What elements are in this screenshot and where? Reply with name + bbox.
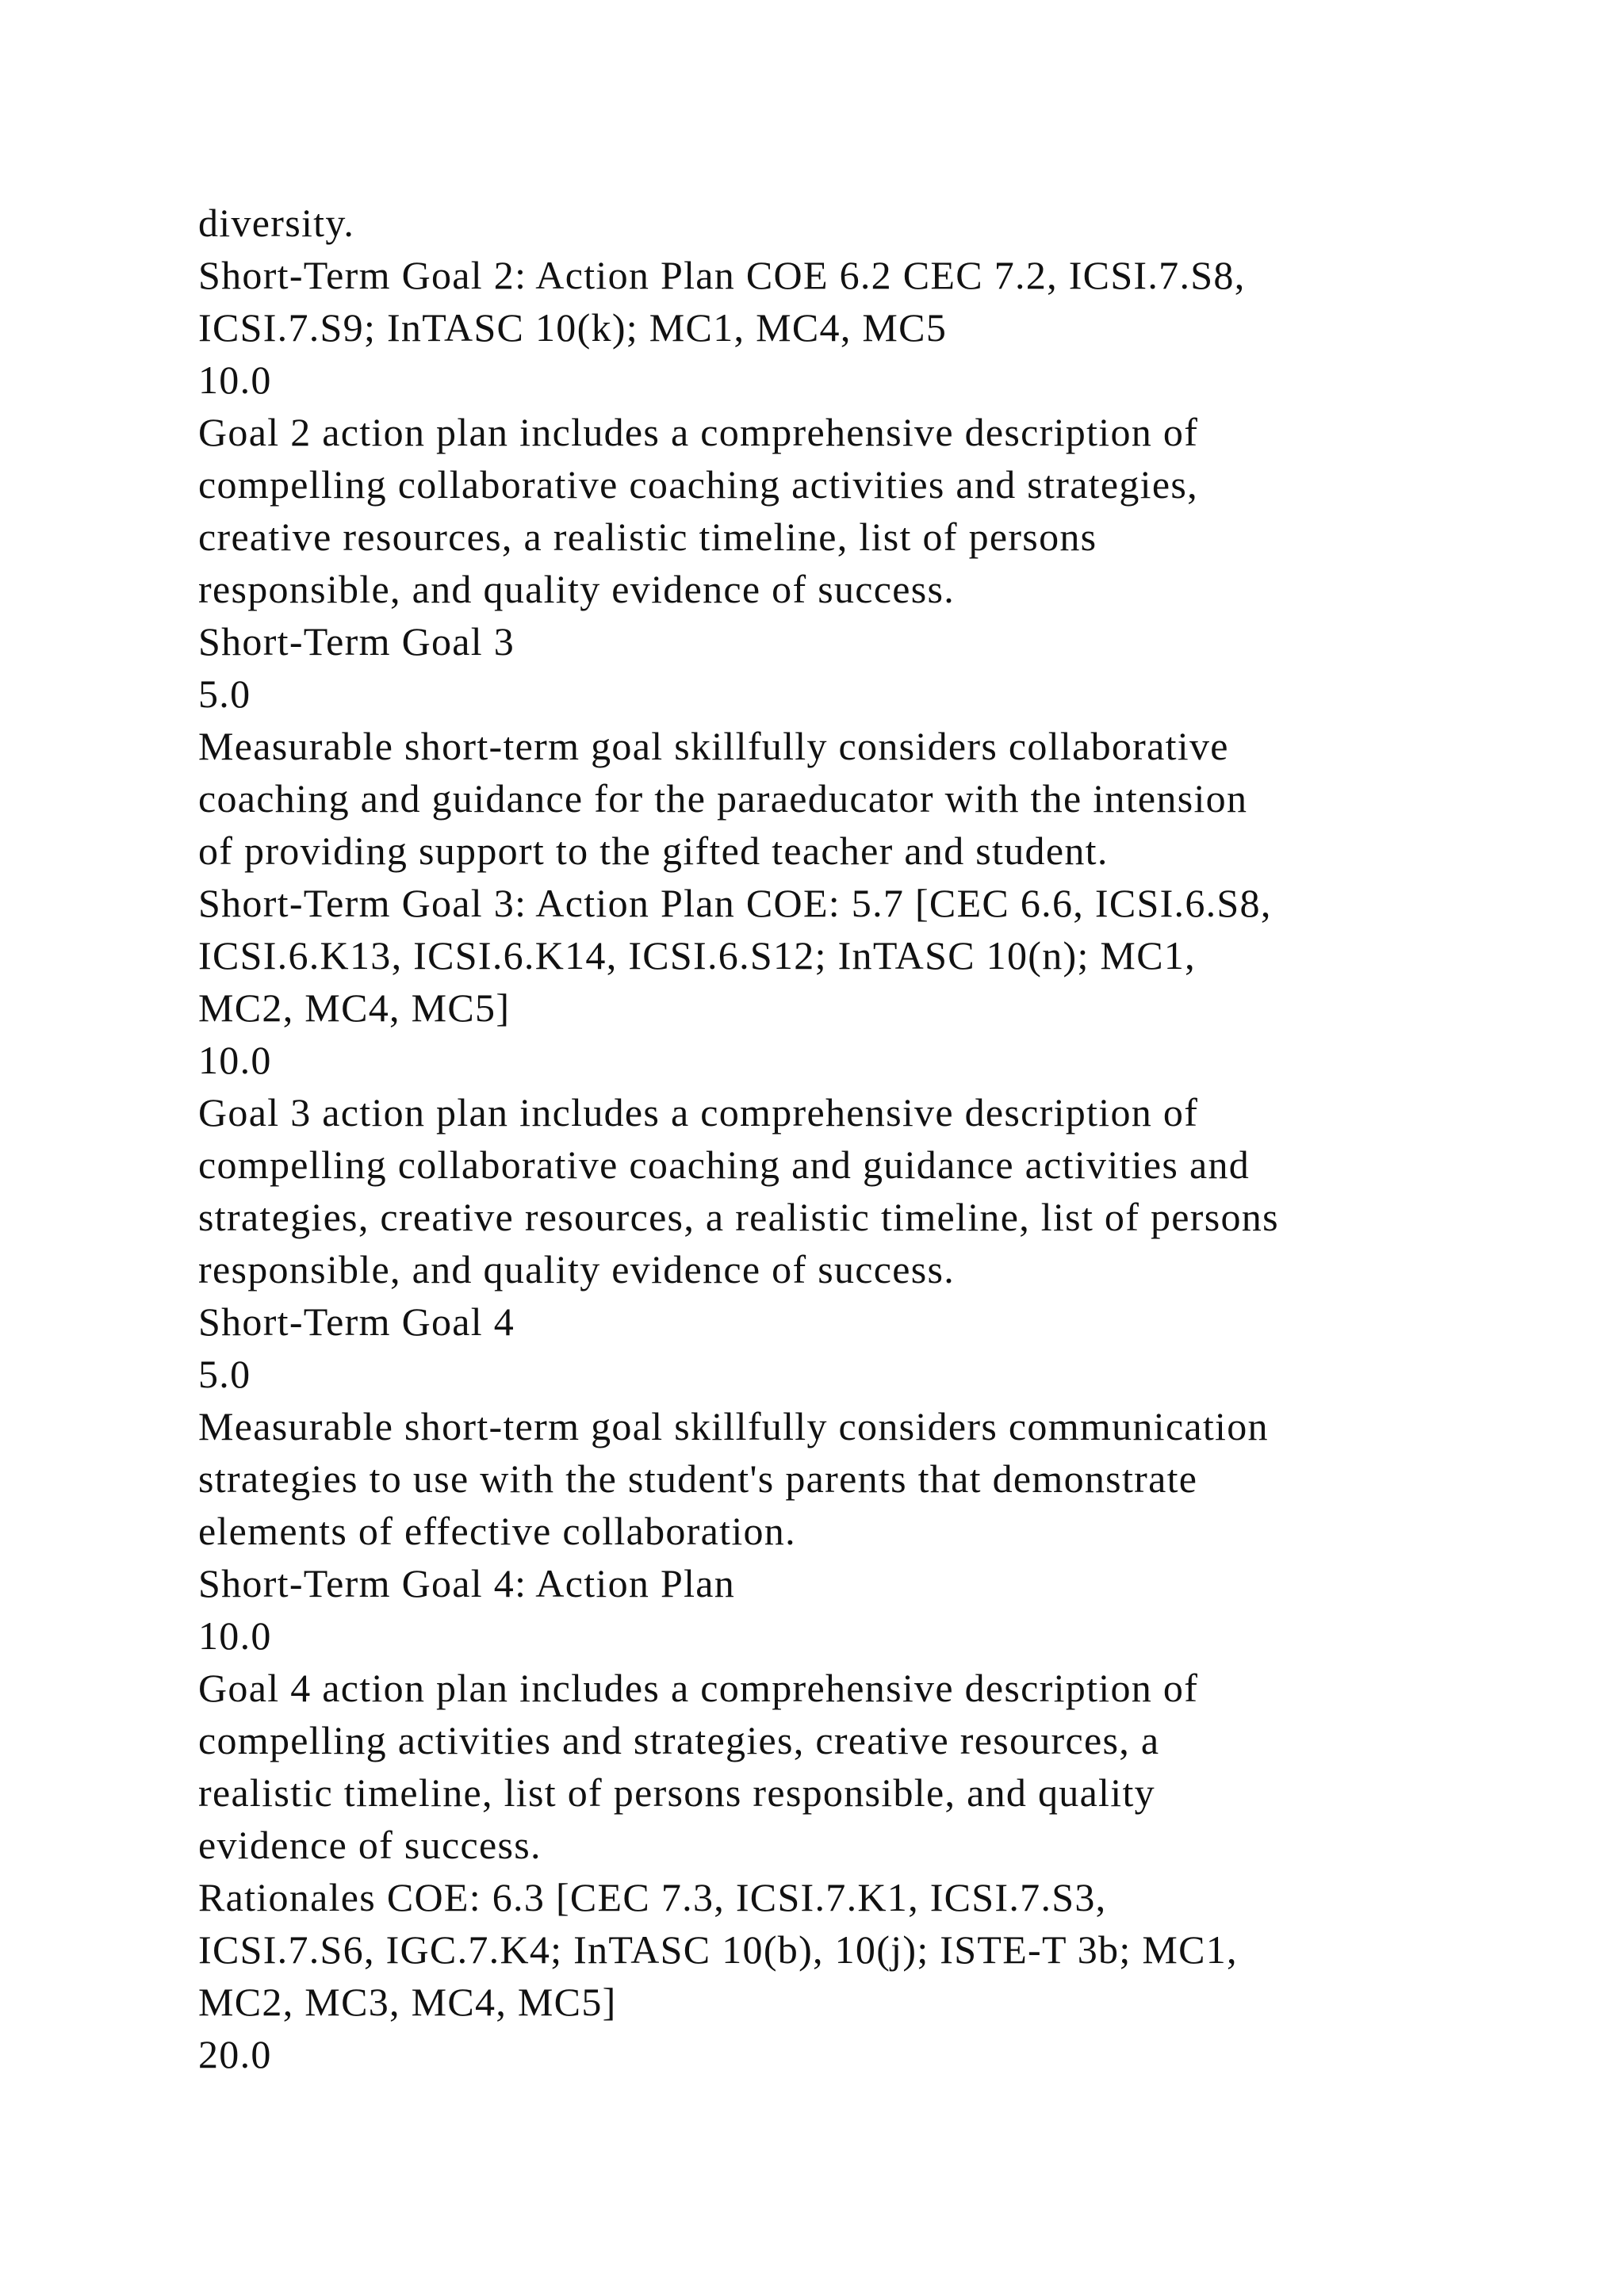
text-line: coaching and guidance for the paraeducator with the intension bbox=[198, 776, 1248, 821]
text-line: 20.0 bbox=[198, 2032, 272, 2076]
text-line: Measurable short-term goal skillfully considers communication bbox=[198, 1404, 1269, 1448]
text-line: Goal 3 action plan includes a comprehensive description of bbox=[198, 1090, 1199, 1135]
text-line: creative resources, a realistic timeline, list of persons bbox=[198, 515, 1097, 559]
text-line: Measurable short-term goal skillfully considers collaborative bbox=[198, 724, 1229, 768]
text-line: realistic timeline, list of persons responsible, and quality bbox=[198, 1770, 1155, 1815]
text-line: compelling collaborative coaching and guidance activities and bbox=[198, 1142, 1251, 1187]
text-line: Goal 4 action plan includes a comprehensive description of bbox=[198, 1666, 1199, 1710]
text-line: MC2, MC3, MC4, MC5] bbox=[198, 1980, 617, 2024]
text-line: elements of effective collaboration. bbox=[198, 1509, 796, 1553]
text-line: compelling collaborative coaching activities and strategies, bbox=[198, 462, 1198, 507]
text-line: 10.0 bbox=[198, 358, 272, 402]
text-line: 10.0 bbox=[198, 1613, 272, 1658]
text-line: Rationales COE: 6.3 [CEC 7.3, ICSI.7.K1, ICSI.7.S3, bbox=[198, 1875, 1107, 1919]
text-line: Short-Term Goal 3 bbox=[198, 619, 515, 664]
text-line: compelling activities and strategies, creative resources, a bbox=[198, 1718, 1160, 1762]
text-line: strategies, creative resources, a realistic timeline, list of persons bbox=[198, 1195, 1279, 1239]
text-line: of providing support to the gifted teacher and student. bbox=[198, 828, 1109, 873]
text-line: 5.0 bbox=[198, 672, 251, 716]
document-page bbox=[198, 197, 1562, 2080]
text-line: evidence of success. bbox=[198, 1823, 542, 1867]
text-line: strategies to use with the student's parents that demonstrate bbox=[198, 1456, 1198, 1501]
text-line: Short-Term Goal 2: Action Plan COE 6.2 CEC 7.2, ICSI.7.S8, bbox=[198, 253, 1246, 297]
text-line: MC2, MC4, MC5] bbox=[198, 985, 511, 1030]
text-line: responsible, and quality evidence of success. bbox=[198, 567, 956, 611]
text-line: diversity. bbox=[198, 201, 355, 245]
text-line: Goal 2 action plan includes a comprehensive description of bbox=[198, 410, 1199, 454]
text-line: ICSI.6.K13, ICSI.6.K14, ICSI.6.S12; InTASC 10(n); MC1, bbox=[198, 933, 1196, 978]
text-line: responsible, and quality evidence of success. bbox=[198, 1247, 956, 1292]
text-line: Short-Term Goal 3: Action Plan COE: 5.7 [CEC 6.6, ICSI.6.S8, bbox=[198, 881, 1272, 925]
text-line: Short-Term Goal 4: Action Plan bbox=[198, 1561, 736, 1605]
text-line: 10.0 bbox=[198, 1038, 272, 1082]
text-line: 5.0 bbox=[198, 1352, 251, 1396]
text-line: ICSI.7.S6, IGC.7.K4; InTASC 10(b), 10(j); ISTE-T 3b; MC1, bbox=[198, 1927, 1238, 1972]
text-line: ICSI.7.S9; InTASC 10(k); MC1, MC4, MC5 bbox=[198, 305, 948, 350]
text-line: Short-Term Goal 4 bbox=[198, 1299, 515, 1344]
